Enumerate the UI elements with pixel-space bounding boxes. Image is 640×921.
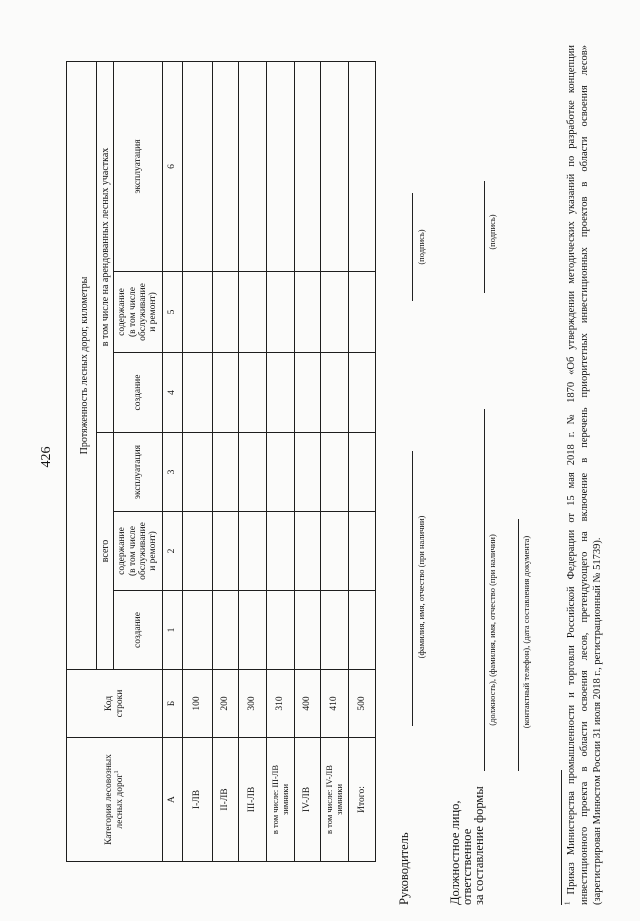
head-signature-line bbox=[412, 193, 413, 301]
row-code: 400 bbox=[295, 670, 321, 738]
column-index-a: А bbox=[163, 738, 183, 862]
value-cell bbox=[183, 591, 213, 670]
total-creation-header: создание bbox=[114, 591, 163, 670]
row-code: 410 bbox=[321, 670, 349, 738]
table-row bbox=[239, 61, 267, 861]
value-cell bbox=[295, 61, 321, 271]
value-cell bbox=[349, 591, 376, 670]
leased-maintenance-header: содержание (в том числе обслуживание и ремонт) bbox=[114, 272, 163, 353]
row-category: в том числе: IV-ЛВ зимники bbox=[321, 738, 349, 862]
value-cell bbox=[183, 61, 213, 271]
value-cell bbox=[267, 61, 295, 271]
value-cell bbox=[239, 353, 267, 433]
row-code: 100 bbox=[183, 670, 213, 738]
value-cell bbox=[213, 591, 239, 670]
value-cell bbox=[349, 353, 376, 433]
value-cell bbox=[183, 353, 213, 433]
column-index-row bbox=[163, 61, 183, 861]
value-cell bbox=[183, 433, 213, 512]
table-row bbox=[295, 61, 321, 861]
column-index-b: Б bbox=[163, 670, 183, 738]
responsible-name-caption: (должность), (фамилия, имя, отчество (при наличии) bbox=[487, 534, 497, 726]
value-cell bbox=[239, 512, 267, 591]
table-row bbox=[349, 61, 376, 861]
head-name-caption: (фамилия, имя, отчество (при наличии) bbox=[416, 515, 426, 659]
total-operation-header: эксплуатация bbox=[114, 433, 163, 512]
total-group-header: всего bbox=[97, 433, 114, 670]
footnote-ref: 1 bbox=[112, 770, 120, 774]
value-cell bbox=[239, 591, 267, 670]
value-cell bbox=[183, 272, 213, 353]
value-cell bbox=[267, 512, 295, 591]
value-cell bbox=[295, 512, 321, 591]
footnote-marker: 1 bbox=[563, 901, 572, 905]
footnote-text: инвестиционного проекта в области освоения лесов, претендующего на включение в перечень приоритетных инвестиционных проектов в области освоения лесов» bbox=[579, 45, 590, 905]
value-cell bbox=[267, 591, 295, 670]
value-cell bbox=[183, 512, 213, 591]
column-index-3: 3 bbox=[163, 433, 183, 512]
value-cell bbox=[213, 353, 239, 433]
row-category: Итого: bbox=[349, 738, 376, 862]
row-category: III-ЛВ bbox=[239, 738, 267, 862]
category-header-text: Категория лесовозных лесных дорог bbox=[104, 754, 125, 845]
leased-operation-header: эксплуатация bbox=[114, 61, 163, 271]
length-group-header: Протяженность лесных дорог, километры bbox=[67, 61, 97, 669]
row-code: 300 bbox=[239, 670, 267, 738]
value-cell bbox=[295, 272, 321, 353]
column-index-4: 4 bbox=[163, 353, 183, 433]
value-cell bbox=[321, 433, 349, 512]
head-label: Руководитель bbox=[397, 832, 411, 905]
value-cell bbox=[321, 272, 349, 353]
value-cell bbox=[321, 591, 349, 670]
value-cell bbox=[349, 433, 376, 512]
value-cell bbox=[349, 272, 376, 353]
contact-line bbox=[518, 519, 519, 771]
footnote-line bbox=[578, 45, 591, 905]
value-cell bbox=[321, 353, 349, 433]
column-index-2: 2 bbox=[163, 512, 183, 591]
value-cell bbox=[213, 61, 239, 271]
code-column-header: Код строки bbox=[67, 670, 163, 738]
value-cell bbox=[267, 272, 295, 353]
header-row bbox=[67, 61, 97, 861]
value-cell bbox=[239, 61, 267, 271]
value-cell bbox=[349, 512, 376, 591]
page-number: 426 bbox=[39, 446, 54, 468]
footnote-text: Приказ Министерства промышленности и торговли Российской Федерации от 15 мая 2018 г. № 1870 «Об утверждении методических указаний по разработке концепции bbox=[566, 44, 577, 895]
value-cell bbox=[267, 353, 295, 433]
value-cell bbox=[321, 512, 349, 591]
total-maintenance-header: содержание (в том числе обслуживание и ремонт) bbox=[114, 512, 163, 591]
value-cell bbox=[321, 61, 349, 271]
row-code: 500 bbox=[349, 670, 376, 738]
responsible-label: Должностное лицо, ответственное за составление формы bbox=[448, 786, 486, 905]
value-cell bbox=[213, 433, 239, 512]
contact-caption: (контактный телефон), (дата составления документа) bbox=[521, 535, 531, 729]
value-cell bbox=[295, 433, 321, 512]
value-cell bbox=[239, 272, 267, 353]
row-category: II-ЛВ bbox=[213, 738, 239, 862]
footnote-line bbox=[591, 45, 604, 905]
forest-roads-table bbox=[66, 61, 376, 862]
leased-creation-header: создание bbox=[114, 353, 163, 433]
responsible-signature-caption: (подпись) bbox=[487, 214, 497, 250]
footnote bbox=[565, 45, 604, 905]
row-category: I-ЛВ bbox=[183, 738, 213, 862]
row-code: 200 bbox=[213, 670, 239, 738]
table-row bbox=[213, 61, 239, 861]
footnote-text: (зарегистрирован Минюстом России 31 июля 2018 г., регистрационный № 51739). bbox=[592, 537, 603, 905]
head-signature-caption: (подпись) bbox=[416, 229, 426, 265]
footnote-line bbox=[565, 45, 578, 905]
category-column-header bbox=[67, 738, 163, 862]
responsible-signature-line bbox=[484, 181, 485, 293]
value-cell bbox=[239, 433, 267, 512]
responsible-name-line bbox=[484, 409, 485, 771]
column-index-5: 5 bbox=[163, 272, 183, 353]
row-category: в том числе: III-ЛВ зимники bbox=[267, 738, 295, 862]
row-category: IV-ЛВ bbox=[295, 738, 321, 862]
value-cell bbox=[349, 61, 376, 271]
leased-group-header: в том числе на арендованных лесных участках bbox=[97, 61, 114, 432]
value-cell bbox=[213, 272, 239, 353]
table-row bbox=[267, 61, 295, 861]
value-cell bbox=[213, 512, 239, 591]
value-cell bbox=[267, 433, 295, 512]
head-name-line bbox=[412, 451, 413, 726]
footnote-separator bbox=[561, 770, 562, 905]
row-code: 310 bbox=[267, 670, 295, 738]
column-index-6: 6 bbox=[163, 61, 183, 271]
value-cell bbox=[295, 591, 321, 670]
table-row bbox=[183, 61, 213, 861]
value-cell bbox=[295, 353, 321, 433]
table-row bbox=[321, 61, 349, 861]
column-index-1: 1 bbox=[163, 591, 183, 670]
